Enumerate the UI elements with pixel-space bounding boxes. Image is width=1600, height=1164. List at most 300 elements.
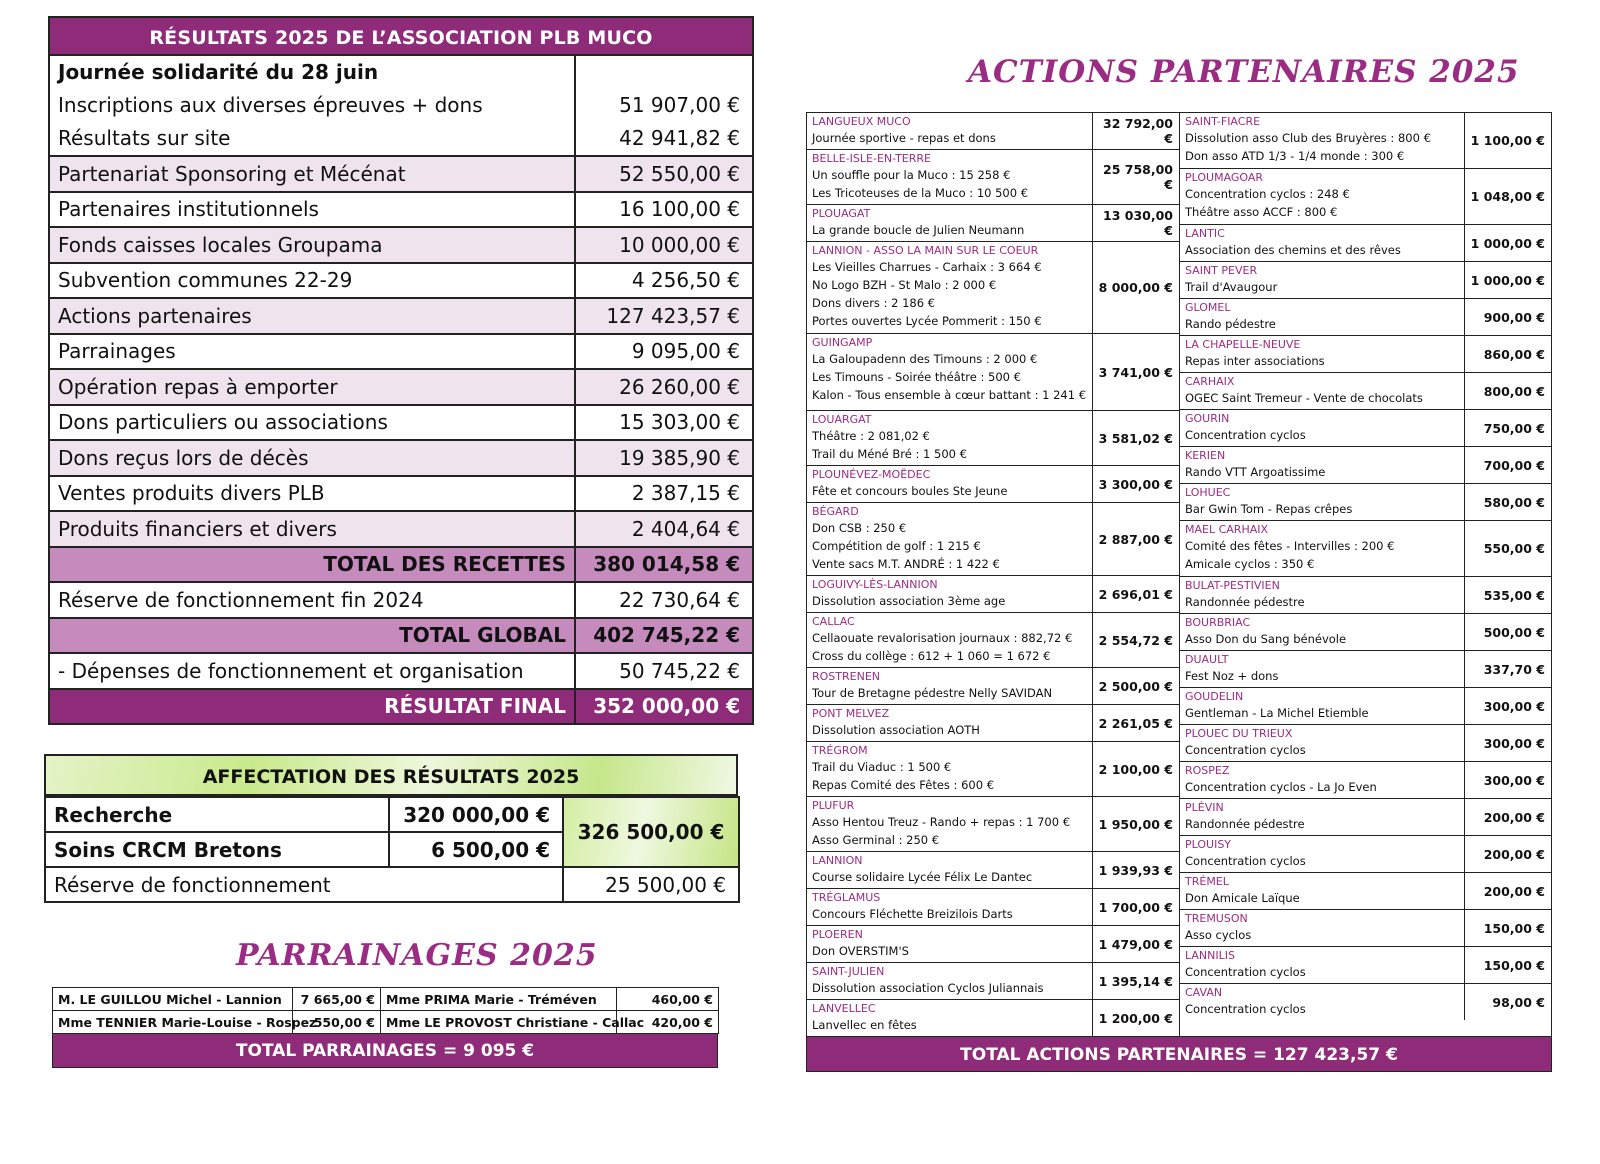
affectation-table xyxy=(44,796,740,903)
action-row xyxy=(807,503,1179,576)
action-amount: 535,00 € xyxy=(1483,587,1545,603)
action-row xyxy=(807,613,1179,668)
action-amount: 1 950,00 € xyxy=(1098,816,1173,832)
action-row xyxy=(807,926,1179,963)
reserve-amount: 22 730,64 € xyxy=(575,582,753,618)
action-line: Les Timouns - Soirée théâtre : 500 € xyxy=(812,370,1021,384)
result-amount: 2 387,15 € xyxy=(575,476,753,512)
action-town: GOURIN xyxy=(1185,412,1230,425)
reserve-label: Réserve de fonctionnement fin 2024 xyxy=(49,582,575,618)
affectation-row xyxy=(45,797,739,832)
action-town: TRÉMEL xyxy=(1185,875,1229,888)
action-amount: 800,00 € xyxy=(1483,383,1545,399)
action-details xyxy=(1180,373,1465,409)
action-line: Gentleman - La Michel Etiemble xyxy=(1185,706,1369,720)
action-line: Dissolution association AOTH xyxy=(812,723,980,737)
actions-table xyxy=(806,112,1552,1036)
result-label: Parrainages xyxy=(49,334,575,370)
journee-labels xyxy=(49,56,575,156)
action-row xyxy=(1180,299,1551,336)
action-line: Vente sacs M.T. ANDRÉ : 1 422 € xyxy=(812,557,1000,571)
action-row xyxy=(1180,836,1551,873)
affectation-merged-total: 326 500,00 € xyxy=(563,797,739,867)
action-amount: 1 479,00 € xyxy=(1098,936,1173,952)
action-line: Kalon - Tous ensemble à cœur battant : 1 241 € xyxy=(812,388,1087,402)
action-row xyxy=(807,113,1179,150)
action-town: TRÉGLAMUS xyxy=(812,891,881,904)
action-amount: 860,00 € xyxy=(1483,346,1545,362)
total-recettes-label: TOTAL DES RECETTES xyxy=(49,547,575,583)
parrainage-row xyxy=(53,1011,719,1034)
action-amount: 2 887,00 € xyxy=(1098,531,1173,547)
action-amount: 700,00 € xyxy=(1483,457,1545,473)
action-line: Cross du collège : 612 + 1 060 = 1 672 € xyxy=(812,649,1051,663)
action-amount: 1 200,00 € xyxy=(1098,1010,1173,1026)
action-amount: 1 395,14 € xyxy=(1098,973,1173,989)
action-line: Don CSB : 250 € xyxy=(812,521,907,535)
action-row xyxy=(807,963,1179,1000)
action-details xyxy=(1180,799,1465,835)
total-global-label: TOTAL GLOBAL xyxy=(49,618,575,654)
action-row xyxy=(1180,651,1551,688)
action-amount: 2 696,01 € xyxy=(1098,586,1173,602)
action-line: Un souffle pour la Muco : 15 258 € xyxy=(812,168,1011,182)
action-details xyxy=(1180,169,1465,224)
action-details xyxy=(807,411,1093,465)
action-details xyxy=(807,852,1093,888)
action-details xyxy=(1180,447,1465,483)
action-town: LANNILIS xyxy=(1185,949,1235,962)
action-amount: 25 758,00 € xyxy=(1103,162,1173,192)
action-town: PLOUNÉVEZ-MOËDEC xyxy=(812,468,931,481)
action-row xyxy=(1180,521,1551,577)
action-row xyxy=(1180,484,1551,521)
action-town: LANTIC xyxy=(1185,227,1225,240)
action-row xyxy=(807,852,1179,889)
action-town: LANNION - ASSO LA MAIN SUR LE COEUR xyxy=(812,244,1039,257)
journee-heading: Journée solidarité du 28 juin xyxy=(58,60,379,84)
result-row xyxy=(49,298,753,334)
action-details xyxy=(807,668,1093,704)
reserve-fonctionnement-amount: 25 500,00 € xyxy=(563,867,739,902)
action-details xyxy=(1180,577,1465,613)
action-row xyxy=(1180,910,1551,947)
action-town: GUINGAMP xyxy=(812,336,873,349)
action-details xyxy=(1180,836,1465,872)
total-recettes-row xyxy=(49,547,753,583)
result-label: Produits financiers et divers xyxy=(49,511,575,547)
action-details xyxy=(807,113,1093,149)
action-line: Concentration cyclos xyxy=(1185,965,1306,979)
result-row xyxy=(49,156,753,192)
action-town: ROSTRENEN xyxy=(812,670,881,683)
action-details xyxy=(1180,688,1465,724)
action-town: BOURBRIAC xyxy=(1185,616,1251,629)
action-line: Randonnée pédestre xyxy=(1185,817,1305,831)
action-details xyxy=(1180,484,1465,520)
result-label: Subvention communes 22-29 xyxy=(49,263,575,299)
action-line: Randonnée pédestre xyxy=(1185,595,1305,609)
journee-item-amount: 51 907,00 € xyxy=(619,93,740,117)
action-amount: 2 100,00 € xyxy=(1098,761,1173,777)
action-row xyxy=(1180,113,1551,169)
action-town: MAEL CARHAIX xyxy=(1185,523,1269,536)
action-line: Dons divers : 2 186 € xyxy=(812,296,936,310)
action-line: Les Vieilles Charrues - Carhaix : 3 664 € xyxy=(812,260,1042,274)
action-town: BULAT-PESTIVIEN xyxy=(1185,579,1280,592)
action-line: Asso Don du Sang bénévole xyxy=(1185,632,1347,646)
parrainages-table xyxy=(52,987,719,1034)
action-amount: 150,00 € xyxy=(1483,957,1545,973)
action-line: Concentration cyclos xyxy=(1185,428,1306,442)
action-town: CALLAC xyxy=(812,615,855,628)
action-amount: 2 500,00 € xyxy=(1098,678,1173,694)
action-row xyxy=(807,150,1179,205)
action-town: SAINT-JULIEN xyxy=(812,965,885,978)
action-row xyxy=(1180,947,1551,984)
action-line: No Logo BZH - St Malo : 2 000 € xyxy=(812,278,997,292)
action-town: GOUDELIN xyxy=(1185,690,1244,703)
parrain-name: Mme LE PROVOST Christiane - Callac xyxy=(381,1011,617,1034)
action-line: Compétition de golf : 1 215 € xyxy=(812,539,981,553)
action-town: BELLE-ISLE-EN-TERRE xyxy=(812,152,931,165)
action-details xyxy=(807,889,1093,925)
action-row xyxy=(807,705,1179,742)
action-details xyxy=(1180,910,1465,946)
action-town: ROSPEZ xyxy=(1185,764,1230,777)
action-amount: 200,00 € xyxy=(1483,809,1545,825)
parrainages-total: TOTAL PARRAINAGES = 9 095 € xyxy=(52,1034,718,1068)
action-line: Fête et concours boules Ste Jeune xyxy=(812,484,1008,498)
action-amount: 300,00 € xyxy=(1483,772,1545,788)
parrainages-section xyxy=(52,987,718,1068)
action-line: Fest Noz + dons xyxy=(1185,669,1279,683)
action-town: TREMUSON xyxy=(1185,912,1248,925)
total-recettes-amount: 380 014,58 € xyxy=(575,547,753,583)
action-town: SAINT PEVER xyxy=(1185,264,1258,277)
action-row xyxy=(807,576,1179,613)
action-line: Asso Hentou Treuz - Rando + repas : 1 700 € xyxy=(812,815,1071,829)
action-row xyxy=(807,411,1179,466)
result-label: Partenaires institutionnels xyxy=(49,192,575,228)
action-details xyxy=(807,205,1093,241)
action-row xyxy=(807,742,1179,797)
action-town: CARHAIX xyxy=(1185,375,1235,388)
action-line: Cellaouate revalorisation journaux : 882,72 € xyxy=(812,631,1073,645)
action-details xyxy=(1180,299,1465,335)
action-amount: 1 000,00 € xyxy=(1470,272,1545,288)
action-row xyxy=(1180,984,1551,1020)
action-town: LOUARGAT xyxy=(812,413,872,426)
action-amount: 900,00 € xyxy=(1483,309,1545,325)
action-row xyxy=(807,1000,1179,1036)
depenses-row xyxy=(49,653,753,689)
result-row xyxy=(49,405,753,441)
action-town: LANGUEUX MUCO xyxy=(812,115,911,128)
action-amount: 750,00 € xyxy=(1483,420,1545,436)
result-row xyxy=(49,369,753,405)
action-row xyxy=(1180,577,1551,614)
journee-group xyxy=(49,56,753,156)
action-line: Repas Comité des Fêtes : 600 € xyxy=(812,778,995,792)
action-amount: 1 100,00 € xyxy=(1470,133,1545,148)
affectation-title: AFFECTATION DES RÉSULTATS 2025 xyxy=(44,754,738,796)
action-details xyxy=(1180,225,1465,261)
action-amount: 98,00 € xyxy=(1492,994,1545,1010)
action-amount: 300,00 € xyxy=(1483,698,1545,714)
result-amount: 26 260,00 € xyxy=(575,369,753,405)
action-town: LANNION xyxy=(812,854,863,867)
action-details xyxy=(1180,113,1465,168)
action-details xyxy=(1180,984,1465,1020)
result-label: Opération repas à emporter xyxy=(49,369,575,405)
action-details xyxy=(1180,762,1465,798)
result-amount: 52 550,00 € xyxy=(575,156,753,192)
action-details xyxy=(807,576,1093,612)
result-amount: 10 000,00 € xyxy=(575,227,753,263)
action-line: La grande boucle de Julien Neumann xyxy=(812,223,1025,237)
action-line: Journée sportive - repas et dons xyxy=(812,131,996,145)
result-amount: 15 303,00 € xyxy=(575,405,753,441)
actions-section xyxy=(806,112,1552,1072)
action-town: BÉGARD xyxy=(812,505,859,518)
result-amount: 2 404,64 € xyxy=(575,511,753,547)
action-town: PLOUEC DU TRIEUX xyxy=(1185,727,1293,740)
action-line: Rando pédestre xyxy=(1185,317,1276,331)
action-town: PLOUISY xyxy=(1185,838,1232,851)
depenses-label: - Dépenses de fonctionnement et organisation xyxy=(49,653,575,689)
action-row xyxy=(1180,614,1551,651)
action-amount: 3 300,00 € xyxy=(1098,476,1173,492)
action-row xyxy=(807,334,1179,411)
action-row xyxy=(1180,373,1551,410)
action-details xyxy=(1180,614,1465,650)
action-amount: 13 030,00 € xyxy=(1103,208,1173,238)
total-global-amount: 402 745,22 € xyxy=(575,618,753,654)
result-amount: 19 385,90 € xyxy=(575,440,753,476)
action-town: SAINT-FIACRE xyxy=(1185,115,1261,128)
action-details xyxy=(1180,521,1465,576)
action-line: OGEC Saint Tremeur - Vente de chocolats xyxy=(1185,391,1423,405)
action-row xyxy=(1180,873,1551,910)
action-town: LANVELLEC xyxy=(812,1002,876,1015)
action-town: PONT MELVEZ xyxy=(812,707,890,720)
action-town: PLOUMAGOAR xyxy=(1185,171,1264,184)
action-row xyxy=(1180,762,1551,799)
parrain-name: Mme PRIMA Marie - Tréméven xyxy=(381,988,617,1011)
action-details xyxy=(807,613,1093,667)
result-label: Dons particuliers ou associations xyxy=(49,405,575,441)
actions-left-column xyxy=(807,113,1179,1036)
action-details xyxy=(807,466,1093,502)
action-row xyxy=(807,205,1179,242)
result-row xyxy=(49,476,753,512)
action-amount: 300,00 € xyxy=(1483,735,1545,751)
action-line: Trail d'Avaugour xyxy=(1185,280,1278,294)
action-town: PLÉVIN xyxy=(1185,801,1224,814)
action-line: Trail du Méné Bré : 1 500 € xyxy=(812,447,967,461)
action-details xyxy=(807,242,1093,333)
soins-label: Soins CRCM Bretons xyxy=(45,832,389,867)
action-details xyxy=(807,742,1093,796)
resultat-final-label: RÉSULTAT FINAL xyxy=(49,689,575,725)
action-amount: 200,00 € xyxy=(1483,846,1545,862)
result-amount: 9 095,00 € xyxy=(575,334,753,370)
action-line: Comité des fêtes - Intervilles : 200 € xyxy=(1185,539,1395,553)
action-amount: 337,70 € xyxy=(1483,661,1545,677)
journee-item-label: Inscriptions aux diverses épreuves + dons xyxy=(58,93,483,117)
action-town: LOHUEC xyxy=(1185,486,1231,499)
action-town: GLOMEL xyxy=(1185,301,1231,314)
action-line: Lanvellec en fêtes xyxy=(812,1018,917,1032)
action-town: KERIEN xyxy=(1185,449,1226,462)
action-line: Repas inter associations xyxy=(1185,354,1325,368)
action-amount: 1 700,00 € xyxy=(1098,899,1173,915)
total-global-row xyxy=(49,618,753,654)
action-line: Portes ouvertes Lycée Pommerit : 150 € xyxy=(812,314,1042,328)
action-details xyxy=(1180,262,1465,298)
journee-item-amount: 42 941,82 € xyxy=(619,126,740,150)
action-town: LA CHAPELLE-NEUVE xyxy=(1185,338,1301,351)
action-town: DUAULT xyxy=(1185,653,1229,666)
resultat-final-row xyxy=(49,689,753,725)
action-line: Concentration cyclos xyxy=(1185,854,1306,868)
result-row xyxy=(49,440,753,476)
soins-amount: 6 500,00 € xyxy=(389,832,563,867)
action-details xyxy=(1180,410,1465,446)
action-row xyxy=(807,466,1179,503)
action-row xyxy=(1180,336,1551,373)
action-line: Dissolution association Cyclos Juliannais xyxy=(812,981,1044,995)
action-row xyxy=(807,797,1179,852)
action-line: Les Tricoteuses de la Muco : 10 500 € xyxy=(812,186,1029,200)
action-amount: 2 554,72 € xyxy=(1098,632,1173,648)
action-line: Concours Fléchette Breizilois Darts xyxy=(812,907,1013,921)
action-row xyxy=(807,242,1179,334)
action-line: Course solidaire Lycée Félix Le Dantec xyxy=(812,870,1033,884)
result-row xyxy=(49,192,753,228)
action-details xyxy=(807,797,1093,851)
action-line: La Galoupadenn des Timouns : 2 000 € xyxy=(812,352,1038,366)
action-town: LOGUIVY-LÈS-LANNION xyxy=(812,578,938,591)
action-row xyxy=(1180,410,1551,447)
action-amount: 3 581,02 € xyxy=(1098,430,1173,446)
action-row xyxy=(1180,688,1551,725)
action-town: PLOEREN xyxy=(812,928,863,941)
action-line: Concentration cyclos xyxy=(1185,1002,1306,1016)
result-label: Ventes produits divers PLB xyxy=(49,476,575,512)
action-details xyxy=(1180,651,1465,687)
action-amount: 2 261,05 € xyxy=(1098,715,1173,731)
result-label: Fonds caisses locales Groupama xyxy=(49,227,575,263)
action-amount: 1 048,00 € xyxy=(1470,189,1545,204)
action-row xyxy=(1180,725,1551,762)
affectation-section xyxy=(44,754,738,903)
result-amount: 16 100,00 € xyxy=(575,192,753,228)
action-line: Don asso ATD 1/3 - 1/4 monde : 300 € xyxy=(1185,149,1405,163)
action-amount: 580,00 € xyxy=(1483,494,1545,510)
action-row xyxy=(807,668,1179,705)
action-line: Asso Germinal : 250 € xyxy=(812,833,940,847)
results-title: RÉSULTATS 2025 DE L’ASSOCIATION PLB MUCO xyxy=(48,16,754,56)
parrain-amount: 7 665,00 € xyxy=(293,988,381,1011)
recherche-label: Recherche xyxy=(45,797,389,832)
action-line: Trail du Viaduc : 1 500 € xyxy=(812,760,952,774)
journee-item-label: Résultats sur site xyxy=(58,126,231,150)
result-row xyxy=(49,334,753,370)
action-line: Bar Gwin Tom - Repas crêpes xyxy=(1185,502,1353,516)
action-details xyxy=(807,705,1093,741)
parrain-amount: 420,00 € xyxy=(617,1011,719,1034)
parrainages-title: PARRAINAGES 2025 xyxy=(236,938,598,973)
action-details xyxy=(807,334,1093,410)
action-town: PLUFUR xyxy=(812,799,855,812)
resultat-final-amount: 352 000,00 € xyxy=(575,689,753,725)
action-line: Théâtre asso ACCF : 800 € xyxy=(1185,205,1338,219)
action-details xyxy=(807,926,1093,962)
parrain-name: Mme TENNIER Marie-Louise - Rospez xyxy=(53,1011,293,1034)
action-line: Don Amicale Laïque xyxy=(1185,891,1300,905)
action-details xyxy=(807,150,1093,204)
result-amount: 4 256,50 € xyxy=(575,263,753,299)
journee-amounts xyxy=(575,56,753,156)
action-amount: 3 741,00 € xyxy=(1098,364,1173,380)
actions-total: TOTAL ACTIONS PARTENAIRES = 127 423,57 € xyxy=(806,1036,1552,1072)
action-amount: 550,00 € xyxy=(1483,541,1545,556)
parrain-name: M. LE GUILLOU Michel - Lannion xyxy=(53,988,293,1011)
action-line: Rando VTT Argoatissime xyxy=(1185,465,1326,479)
depenses-amount: 50 745,22 € xyxy=(575,653,753,689)
action-amount: 8 000,00 € xyxy=(1098,280,1173,295)
action-amount: 500,00 € xyxy=(1483,624,1545,640)
action-line: Dissolution asso Club des Bruyères : 800 € xyxy=(1185,131,1431,145)
action-details xyxy=(1180,947,1465,983)
result-row xyxy=(49,511,753,547)
action-town: TRÉGROM xyxy=(812,744,868,757)
parrainage-row xyxy=(53,988,719,1011)
result-row xyxy=(49,227,753,263)
result-label: Actions partenaires xyxy=(49,298,575,334)
action-amount: 1 939,93 € xyxy=(1098,862,1173,878)
action-line: Don OVERSTIM'S xyxy=(812,944,909,958)
parrain-amount: 550,00 € xyxy=(293,1011,381,1034)
action-row xyxy=(1180,225,1551,262)
action-town: PLOUAGAT xyxy=(812,207,871,220)
action-amount: 32 792,00 € xyxy=(1103,116,1173,146)
action-details xyxy=(1180,336,1465,372)
action-row xyxy=(1180,262,1551,299)
action-details xyxy=(807,503,1093,575)
action-line: Tour de Bretagne pédestre Nelly SAVIDAN xyxy=(812,686,1053,700)
action-line: Dissolution association 3ème age xyxy=(812,594,1006,608)
action-line: Amicale cyclos : 350 € xyxy=(1185,557,1315,571)
action-amount: 200,00 € xyxy=(1483,883,1545,899)
action-line: Association des chemins et des rêves xyxy=(1185,243,1401,257)
action-details xyxy=(1180,725,1465,761)
action-row xyxy=(1180,447,1551,484)
action-town: CAVAN xyxy=(1185,986,1223,999)
action-row xyxy=(807,889,1179,926)
reserve-row xyxy=(49,582,753,618)
action-details xyxy=(807,963,1093,999)
result-row xyxy=(49,263,753,299)
reserve-fonctionnement-label: Réserve de fonctionnement xyxy=(45,867,563,902)
action-line: Asso cyclos xyxy=(1185,928,1252,942)
results-section xyxy=(48,16,754,725)
action-row xyxy=(1180,799,1551,836)
results-table xyxy=(48,56,754,725)
recherche-amount: 320 000,00 € xyxy=(389,797,563,832)
